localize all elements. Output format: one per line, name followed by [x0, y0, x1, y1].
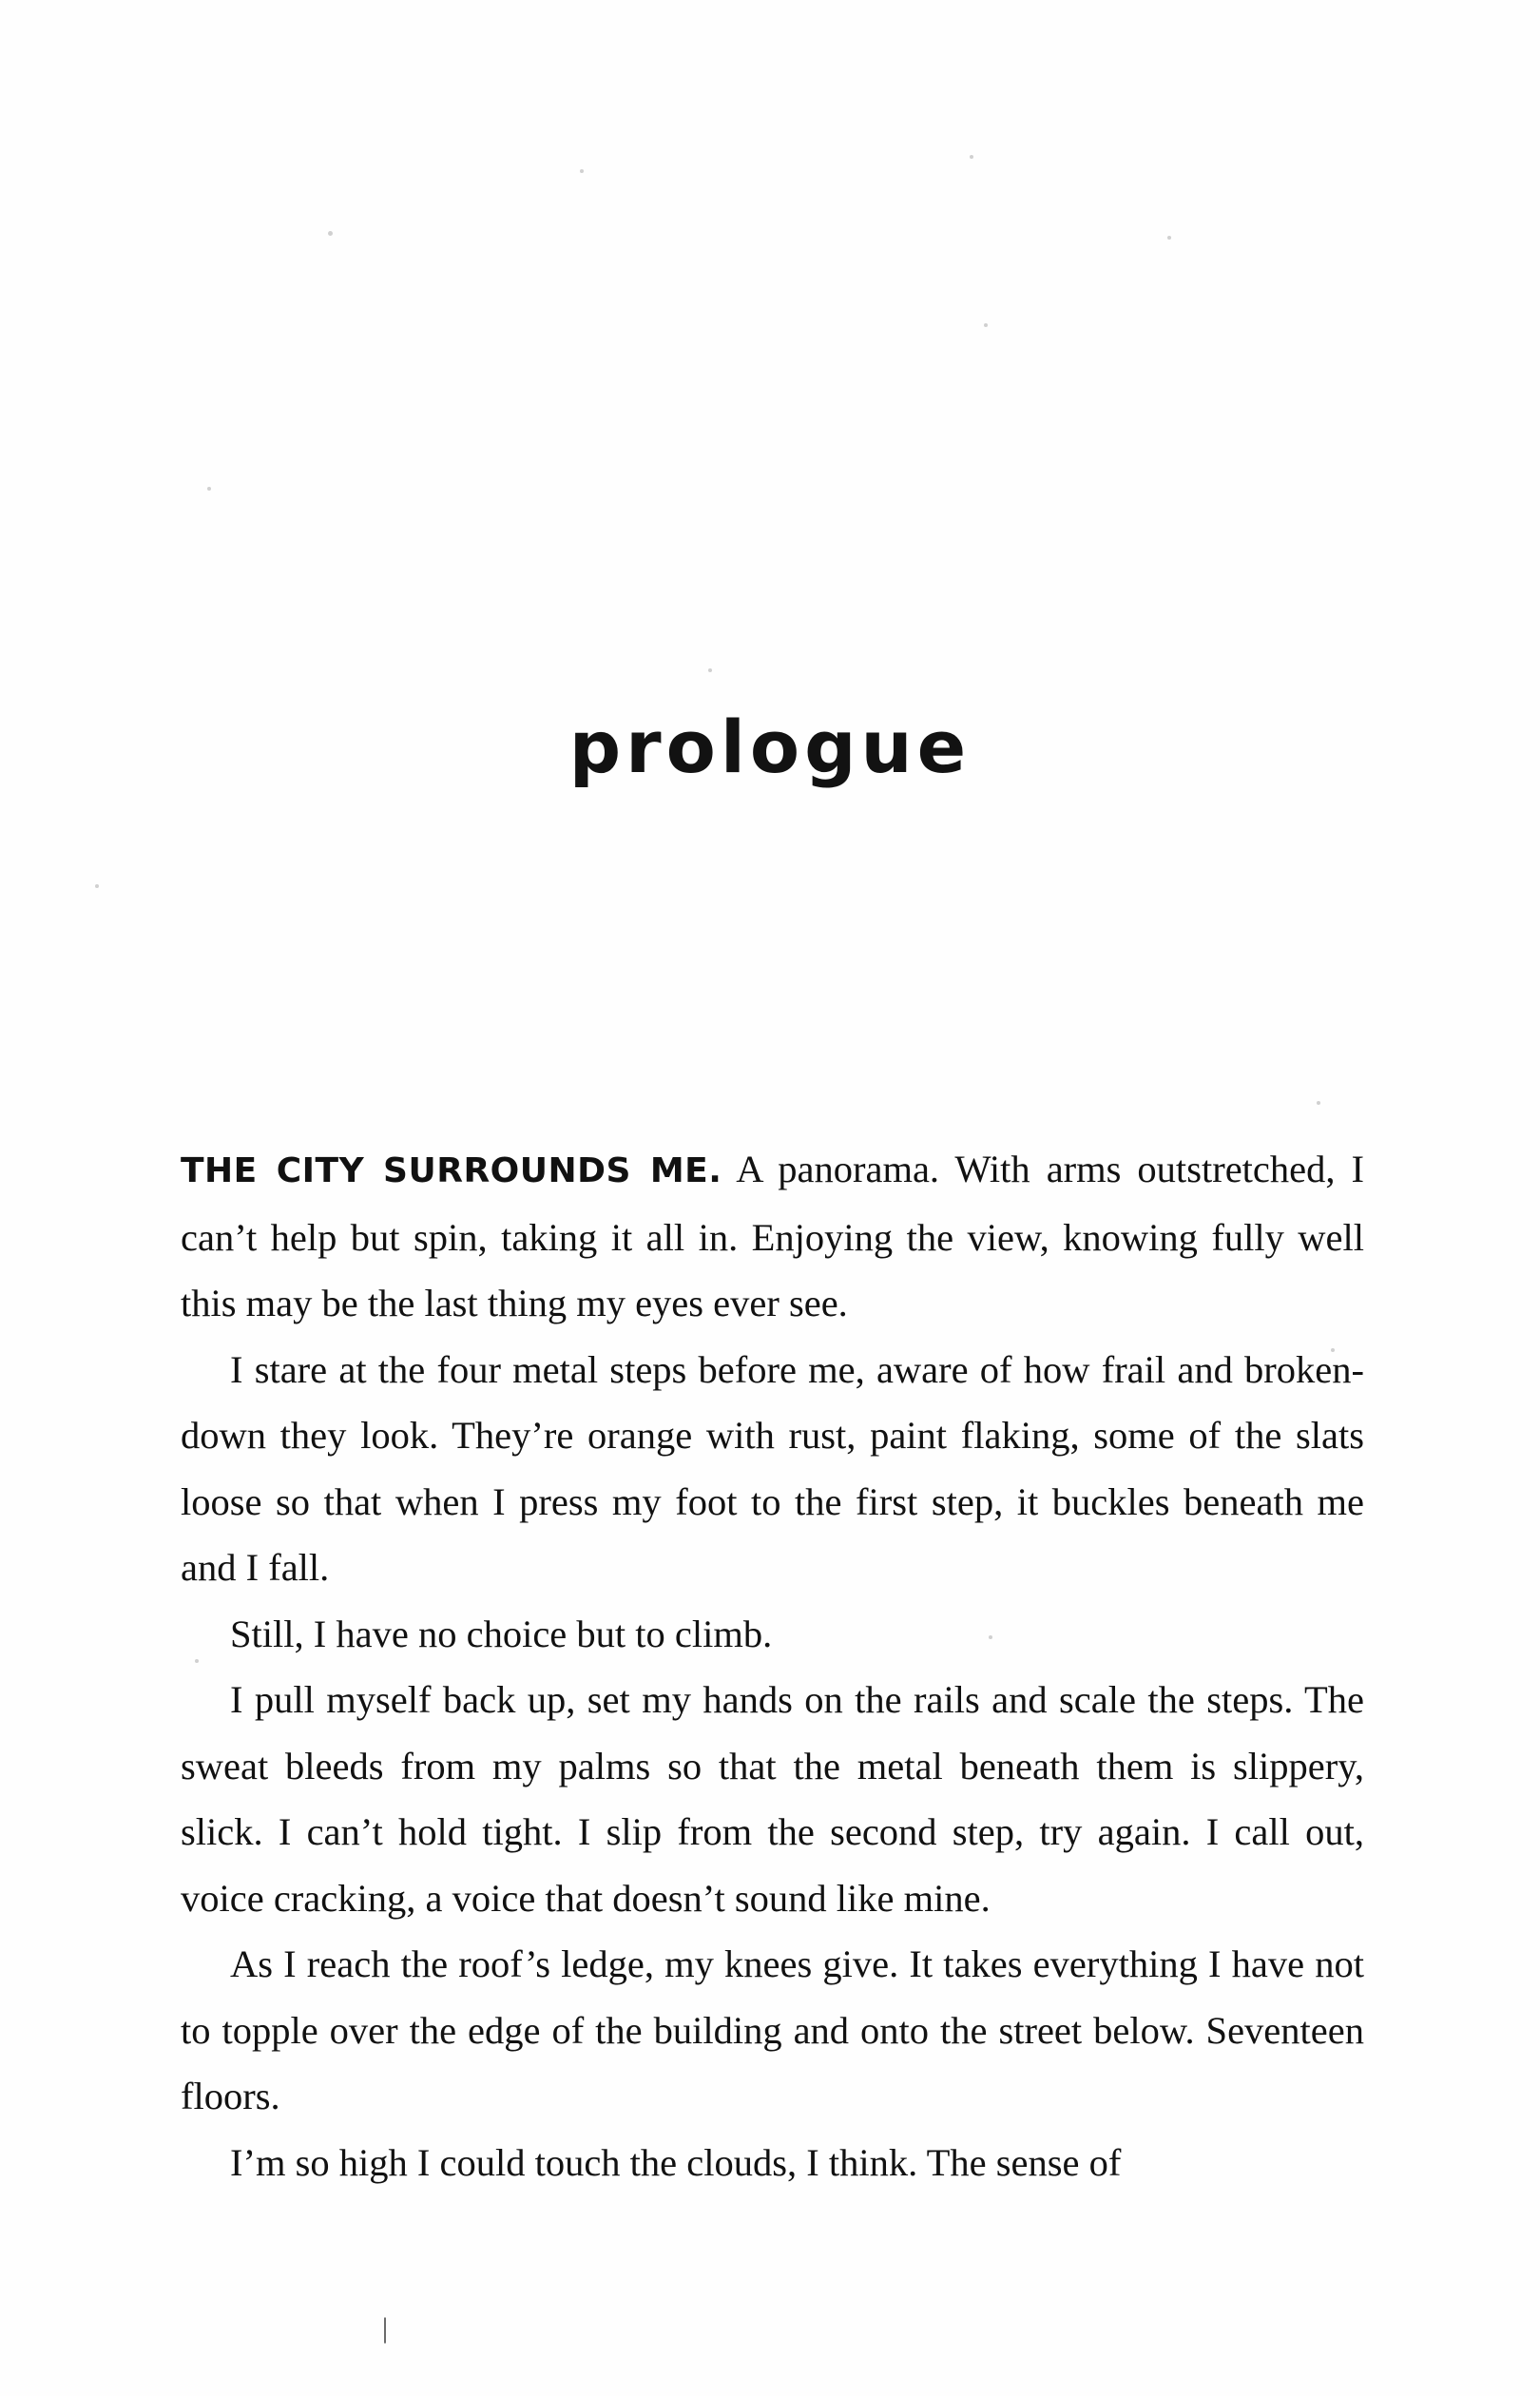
paper-speck [95, 884, 99, 888]
paragraph [181, 1601, 1364, 1668]
paragraph-text: Still, I have no choice but to climb. [230, 1612, 773, 1655]
paragraph [181, 1931, 1364, 2130]
paragraph-text: As I reach the roof’s ledge, my knees give. It takes everything I have not to topple over the edge of the building and onto the street below. Seventeen floors. [181, 1942, 1364, 2117]
paragraph-text: I stare at the four metal steps before me, aware of how frail and broken-down they look. They’re orange with rust, paint flaking, some of the slats loose so that when I press my foot to the first step, it buckles beneath me and I fall. [181, 1347, 1364, 1589]
paragraph-text: A panorama. With arms outstretched, I can’t help but spin, taking it all in. Enjoying the view, knowing fully well this may be the last thing my eyes ever see. [181, 1148, 1364, 1324]
paragraph [181, 1337, 1364, 1601]
paper-speck [984, 323, 988, 327]
page-mark: | [382, 2312, 389, 2344]
body-text [181, 1136, 1364, 2195]
paper-speck [1317, 1101, 1320, 1105]
paragraph [181, 1136, 1364, 1337]
paragraph-lead: THE CITY SURROUNDS ME. [181, 1151, 722, 1190]
page-title: prologue [568, 704, 972, 789]
paper-speck [1167, 236, 1171, 240]
paper-speck [207, 487, 211, 491]
paper-speck [970, 155, 973, 159]
paragraph [181, 2130, 1364, 2196]
paragraph-text: I’m so high I could touch the clouds, I think. The sense of [230, 2140, 1122, 2184]
paper-speck [708, 668, 712, 672]
paragraph-text: I pull myself back up, set my hands on the rails and scale the steps. The sweat bleeds from my palms so that the metal beneath them is slippery, slick. I can’t hold tight. I slip from the second step, try again. I call out, voice cracking, a voice that doesn’t sound like mine. [181, 1678, 1364, 1920]
paper-speck [580, 169, 584, 173]
paper-speck [328, 231, 333, 236]
paragraph [181, 1667, 1364, 1931]
